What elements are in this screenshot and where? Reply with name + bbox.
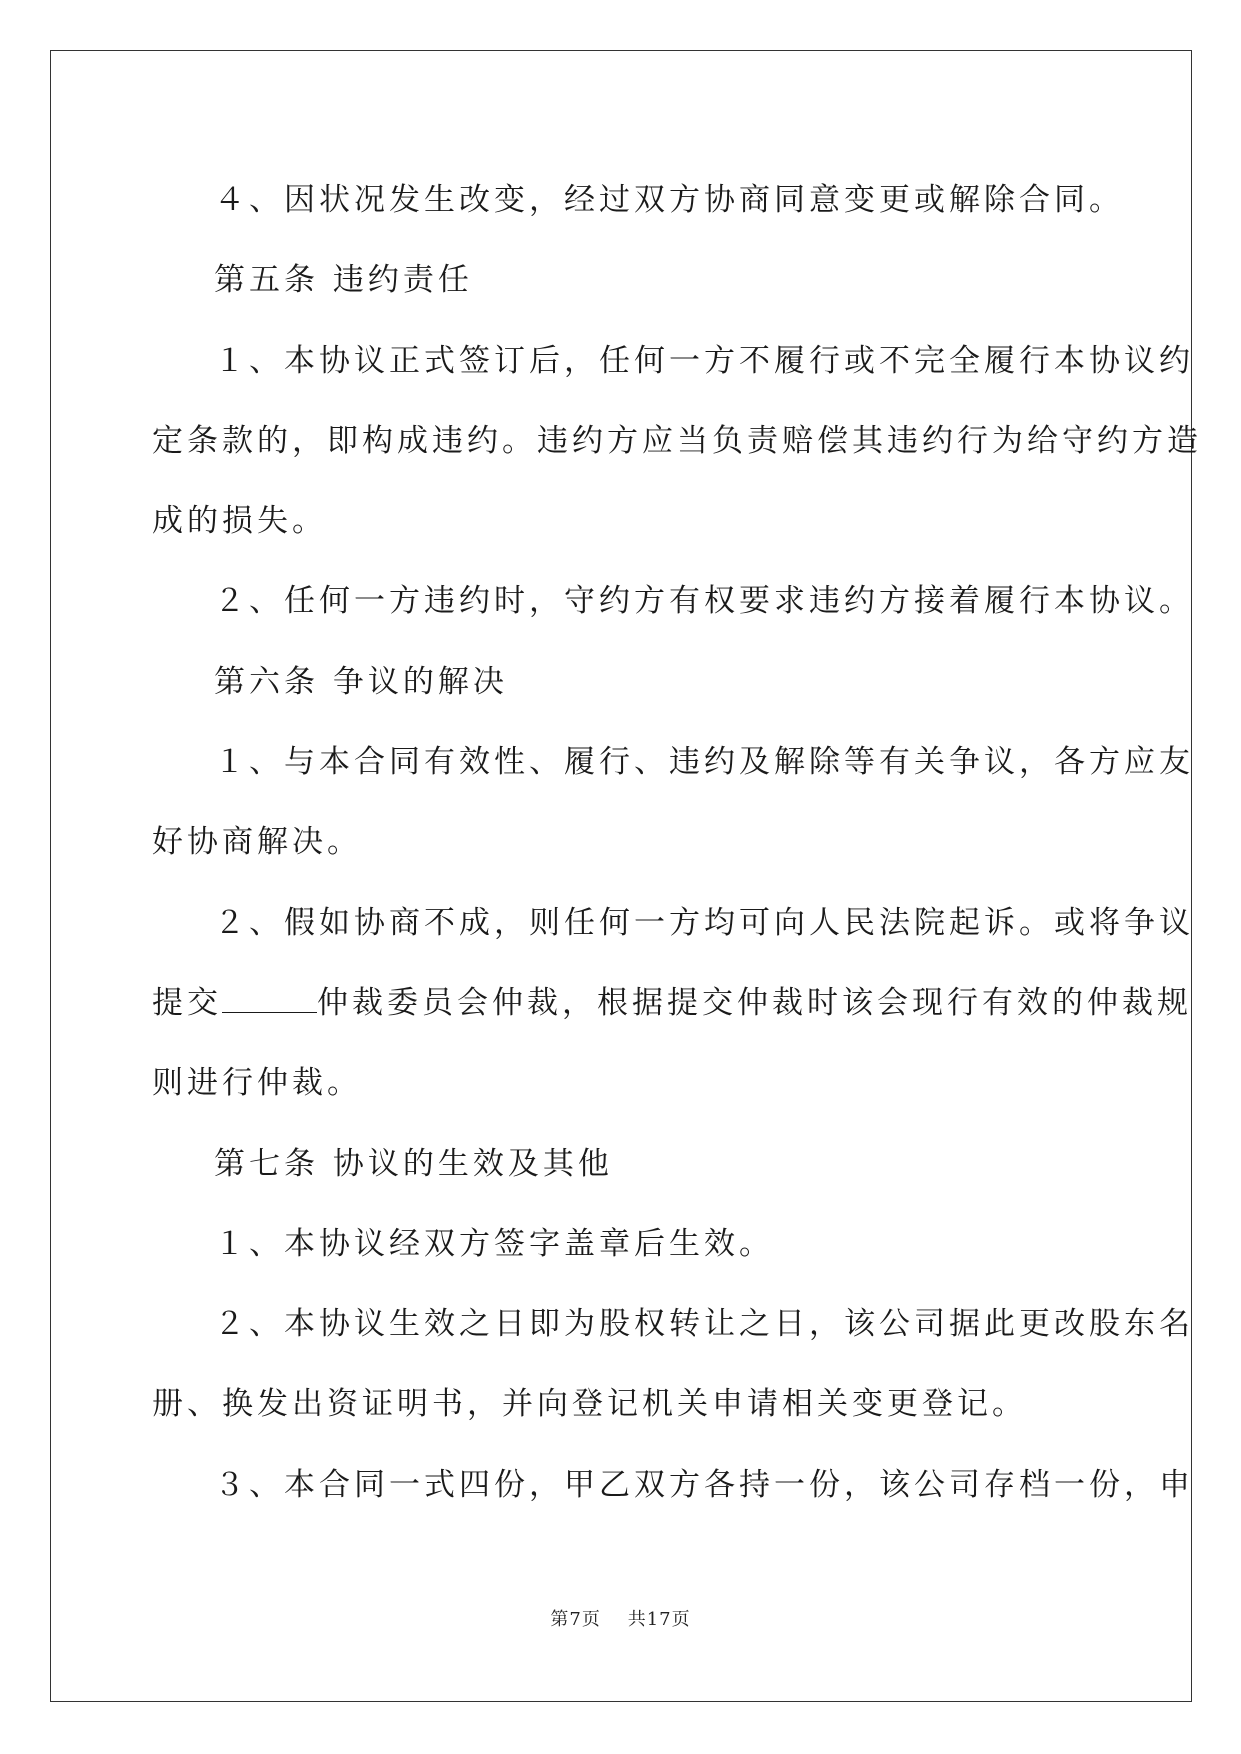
article-5-item-2: ２、任何一方违约时，守约方有权要求违约方接着履行本协议。 — [214, 583, 1194, 620]
article-6-item-2-line-3: 则进行仲裁。 — [152, 1065, 362, 1102]
article-7-item-2-line-1: ２、本协议生效之日即为股权转让之日，该公司据此更改股东名 — [214, 1306, 1194, 1343]
submit-text: 提交 — [152, 984, 222, 1021]
article-6-item-1-line-2: 好协商解决。 — [152, 824, 362, 861]
document-body — [152, 160, 1202, 1525]
page-number: 第7页 — [550, 1609, 601, 1630]
article-5-heading: 第五条 违约责任 — [214, 262, 473, 299]
article-7-item-2-line-2: 册、换发出资证明书，并向登记机关申请相关变更登记。 — [152, 1386, 1027, 1423]
article-5-item-1-line-1: １、本协议正式签订后，任何一方不履行或不完全履行本协议约 — [214, 342, 1194, 379]
article-6-item-2-line-2 — [152, 963, 1192, 1043]
article-7-item-3-line-1: ３、本合同一式四份，甲乙双方各持一份，该公司存档一份，申 — [214, 1466, 1194, 1503]
clause-4-change: ４、因状况发生改变，经过双方协商同意变更或解除合同。 — [214, 182, 1124, 218]
article-6-item-1-line-1: １、与本合同有效性、履行、违约及解除等有关争议，各方应友 — [214, 744, 1194, 781]
page-total: 共17页 — [627, 1609, 691, 1630]
page-footer — [0, 1605, 1241, 1631]
article-7-item-1: １、本协议经双方签字盖章后生效。 — [214, 1225, 774, 1262]
article-5-item-1-line-2: 定条款的，即构成违约。违约方应当负责赔偿其违约行为给守约方造 — [152, 422, 1202, 459]
article-6-item-2-line-1: ２、假如协商不成，则任何一方均可向人民法院起诉。或将争议 — [214, 904, 1194, 941]
article-6-heading: 第六条 争议的解决 — [214, 663, 508, 700]
article-7-heading: 第七条 协议的生效及其他 — [214, 1145, 613, 1182]
article-5-item-1-line-3: 成的损失。 — [152, 503, 327, 540]
fill-in-blank — [222, 986, 317, 1013]
arbitration-text: 仲裁委员会仲裁，根据提交仲裁时该会现行有效的仲裁规 — [317, 984, 1192, 1021]
